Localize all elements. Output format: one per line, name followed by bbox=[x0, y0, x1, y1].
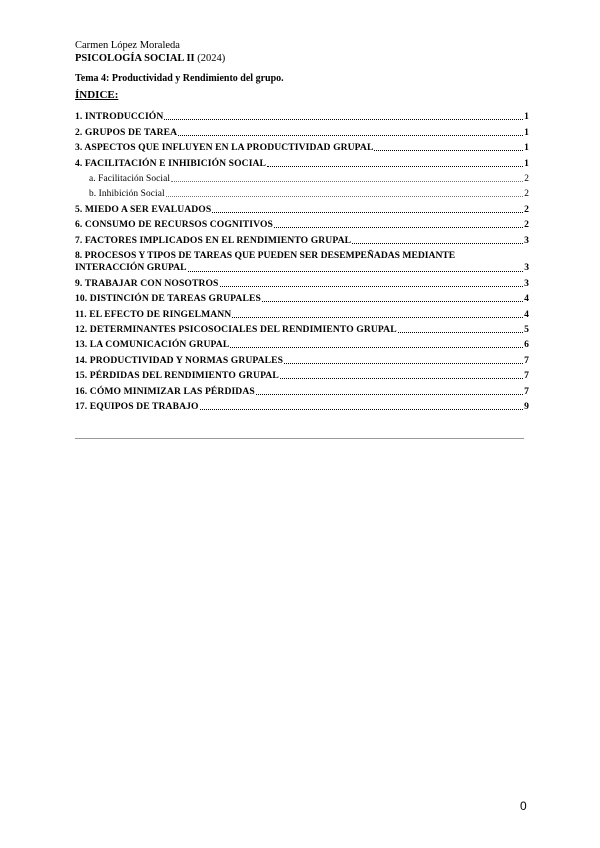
dot-leader bbox=[256, 393, 523, 395]
toc-entry-label: 8. PROCESOS Y TIPOS DE TAREAS QUE PUEDEN SER DESEMPEÑADAS MEDIANTE bbox=[75, 249, 456, 261]
horizontal-rule bbox=[75, 438, 524, 439]
toc-entry-page: 5 bbox=[524, 324, 529, 336]
toc-entry-page: 4 bbox=[524, 308, 529, 320]
toc-entry-label: 15. PÉRDIDAS DEL RENDIMIENTO GRUPAL bbox=[75, 370, 279, 382]
dot-leader bbox=[267, 165, 523, 167]
dot-leader bbox=[262, 300, 523, 302]
toc-entry-page: 7 bbox=[524, 385, 529, 397]
dot-leader bbox=[171, 180, 523, 182]
toc-entry-label: 14. PRODUCTIVIDAD Y NORMAS GRUPALES bbox=[75, 354, 284, 366]
toc-entry[interactable] bbox=[75, 367, 529, 382]
toc-entry-label: 6. CONSUMO DE RECURSOS COGNITIVOS bbox=[75, 219, 273, 231]
toc-entry[interactable] bbox=[75, 216, 529, 231]
toc-entry-page: 2 bbox=[524, 189, 529, 200]
dot-leader bbox=[166, 195, 524, 197]
course-title bbox=[75, 53, 225, 64]
toc-entry[interactable] bbox=[75, 139, 529, 154]
toc-entry[interactable] bbox=[75, 200, 529, 215]
toc-entry-page: 3 bbox=[524, 262, 529, 274]
toc-entry-page: 1 bbox=[524, 157, 529, 169]
dot-leader bbox=[230, 346, 523, 348]
toc-entry-label: 2. GRUPOS DE TAREA bbox=[75, 126, 178, 138]
toc-entry-page: 2 bbox=[524, 219, 529, 231]
toc-entry-label: 9. TRABAJAR CON NOSOTROS bbox=[75, 277, 219, 289]
toc-entry[interactable] bbox=[75, 382, 529, 397]
toc-entry[interactable] bbox=[75, 290, 529, 305]
dot-leader bbox=[212, 211, 523, 213]
dot-leader bbox=[284, 362, 523, 364]
course-name: PSICOLOGÍA SOCIAL II bbox=[75, 53, 195, 64]
dot-leader bbox=[164, 118, 523, 120]
index-heading: ÍNDICE: bbox=[75, 89, 119, 101]
toc-entry-page: 7 bbox=[524, 370, 529, 382]
toc-entry[interactable] bbox=[75, 250, 529, 275]
toc-entry-label: b. Inhibición Social bbox=[89, 189, 165, 200]
course-year: (2024) bbox=[197, 53, 226, 64]
toc-entry-label: 17. EQUIPOS DE TRABAJO bbox=[75, 401, 199, 413]
toc-entry[interactable] bbox=[75, 351, 529, 366]
toc-subentry[interactable] bbox=[75, 185, 529, 200]
toc-entry[interactable] bbox=[75, 398, 529, 413]
toc-entry-label: 4. FACILITACIÓN E INHIBICIÓN SOCIAL bbox=[75, 157, 267, 169]
dot-leader bbox=[220, 285, 524, 287]
toc-entry-page: 2 bbox=[524, 173, 529, 184]
toc-entry-page: 1 bbox=[524, 142, 529, 154]
toc-entry-page: 7 bbox=[524, 354, 529, 366]
toc-entry-label: 3. ASPECTOS QUE INFLUYEN EN LA PRODUCTIVIDAD GRUPAL bbox=[75, 142, 374, 154]
toc-entry-label: 10. DISTINCIÓN DE TAREAS GRUPALES bbox=[75, 293, 261, 305]
toc-entry-page: 4 bbox=[524, 293, 529, 305]
toc-entry-label-continued: INTERACCIÓN GRUPAL bbox=[75, 262, 187, 274]
toc-entry[interactable] bbox=[75, 321, 529, 336]
dot-leader bbox=[178, 134, 523, 136]
toc-entry[interactable] bbox=[75, 123, 529, 138]
toc-entry[interactable] bbox=[75, 108, 529, 123]
toc-entry[interactable] bbox=[75, 305, 529, 320]
dot-leader bbox=[232, 316, 523, 318]
toc-entry[interactable] bbox=[75, 336, 529, 351]
toc-entry[interactable] bbox=[75, 154, 529, 169]
toc-entry-page: 1 bbox=[524, 126, 529, 138]
toc-entry-page: 1 bbox=[524, 111, 529, 123]
dot-leader bbox=[280, 377, 523, 379]
toc-entry-label: 7. FACTORES IMPLICADOS EN EL RENDIMIENTO GRUPAL bbox=[75, 234, 352, 246]
dot-leader bbox=[398, 331, 523, 333]
toc-entry-label: 16. CÓMO MINIMIZAR LAS PÉRDIDAS bbox=[75, 385, 255, 397]
dot-leader bbox=[274, 226, 523, 228]
dot-leader bbox=[188, 270, 524, 272]
toc-entry-label: 13. LA COMUNICACIÓN GRUPAL bbox=[75, 339, 230, 351]
toc-entry[interactable] bbox=[75, 231, 529, 246]
topic-title: Tema 4: Productividad y Rendimiento del grupo. bbox=[75, 73, 284, 84]
dot-leader bbox=[374, 149, 523, 151]
toc-entry-label: a. Facilitación Social bbox=[89, 173, 171, 184]
toc-subentry[interactable] bbox=[75, 170, 529, 185]
toc-entry-page: 9 bbox=[524, 401, 529, 413]
table-of-contents bbox=[75, 108, 529, 413]
toc-entry-label: 5. MIEDO A SER EVALUADOS bbox=[75, 203, 212, 215]
toc-entry-label: 12. DETERMINANTES PSICOSOCIALES DEL RENDIMIENTO GRUPAL bbox=[75, 324, 397, 336]
dot-leader bbox=[352, 242, 523, 244]
toc-entry[interactable] bbox=[75, 275, 529, 290]
dot-leader bbox=[200, 408, 524, 410]
toc-entry-label: 11. EL EFECTO DE RINGELMANN bbox=[75, 308, 232, 320]
toc-entry-label: 1. INTRODUCCIÓN bbox=[75, 111, 164, 123]
author-name: Carmen López Moraleda bbox=[75, 40, 180, 51]
toc-entry-page: 2 bbox=[524, 203, 529, 215]
page-number: 0 bbox=[520, 799, 527, 813]
toc-entry-page: 6 bbox=[524, 339, 529, 351]
toc-entry-page: 3 bbox=[524, 234, 529, 246]
toc-entry-page: 3 bbox=[524, 277, 529, 289]
